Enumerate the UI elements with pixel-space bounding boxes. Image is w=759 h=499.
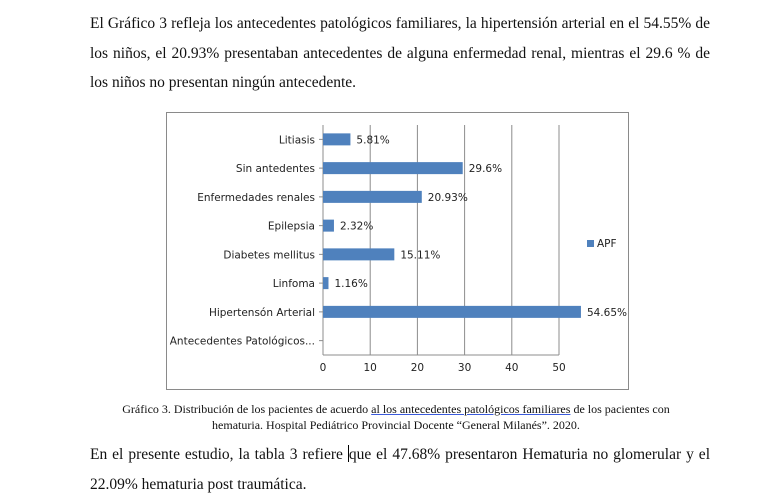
bar: [323, 277, 328, 289]
caption-text-start: Gráfico 3. Distribución de los pacientes de acuerdo: [122, 402, 372, 416]
caption-text-end: de los pacientes con hematuria. Hospital Pediátrico Provincial Docente “General Milanés”. 2020.: [212, 402, 670, 432]
legend-swatch: [587, 240, 594, 247]
x-tick-label: 10: [363, 362, 377, 374]
x-tick-label: 50: [552, 362, 566, 374]
category-label: Sin antedentes: [235, 163, 315, 176]
x-tick-label: 20: [410, 362, 425, 374]
paragraph-2-start: En el presente estudio, la tabla 3 refiere: [90, 446, 348, 463]
data-label: 29.6%: [468, 163, 503, 176]
data-label: 1.16%: [334, 278, 368, 291]
category-label: Antecedentes Patológicos...: [169, 335, 315, 348]
data-label: 2.32%: [339, 220, 374, 233]
figure-caption: [96, 401, 696, 433]
x-tick-label: 30: [457, 362, 472, 374]
x-tick-label: 0: [319, 362, 327, 374]
data-label: 15.11%: [400, 249, 441, 262]
category-label: Epilepsia: [267, 220, 315, 233]
category-label: Enfermedades renales: [197, 191, 315, 204]
bar: [323, 162, 463, 174]
paragraph-2: [90, 440, 710, 499]
bar: [323, 133, 350, 145]
paragraph-2-end: que el 47.68% presentaron Hematuria no glomerular y el 22.09% hematuria post traumática.: [90, 446, 710, 493]
category-label: Linfoma: [272, 278, 315, 291]
bar: [323, 306, 581, 318]
caption-link[interactable]: al los antecedentes patológicos familiares: [371, 402, 571, 416]
category-label: Diabetes mellitus: [223, 249, 315, 262]
bar: [323, 220, 334, 232]
bar: [323, 191, 422, 203]
data-label: 5.81%: [356, 134, 390, 147]
bar-chart: [167, 113, 628, 389]
category-label: Litiasis: [278, 134, 315, 147]
x-tick-label: 40: [505, 362, 519, 374]
data-label: 20.93%: [427, 191, 468, 204]
bar: [323, 248, 394, 260]
legend-label: APF: [597, 238, 617, 250]
paragraph-1: El Gráfico 3 refleja los antecedentes patológicos familiares, la hipertensión arterial en el 54.55% de los niños, el 20.93% presentaban antecedentes de alguna enfermedad renal, mientras el 29.6 % de los niños no presentan ningún antecedente.: [90, 15, 710, 91]
category-label: Hipertensón Arterial: [208, 306, 315, 319]
data-label: 54.65%: [586, 306, 627, 319]
chart-frame: [166, 112, 629, 390]
